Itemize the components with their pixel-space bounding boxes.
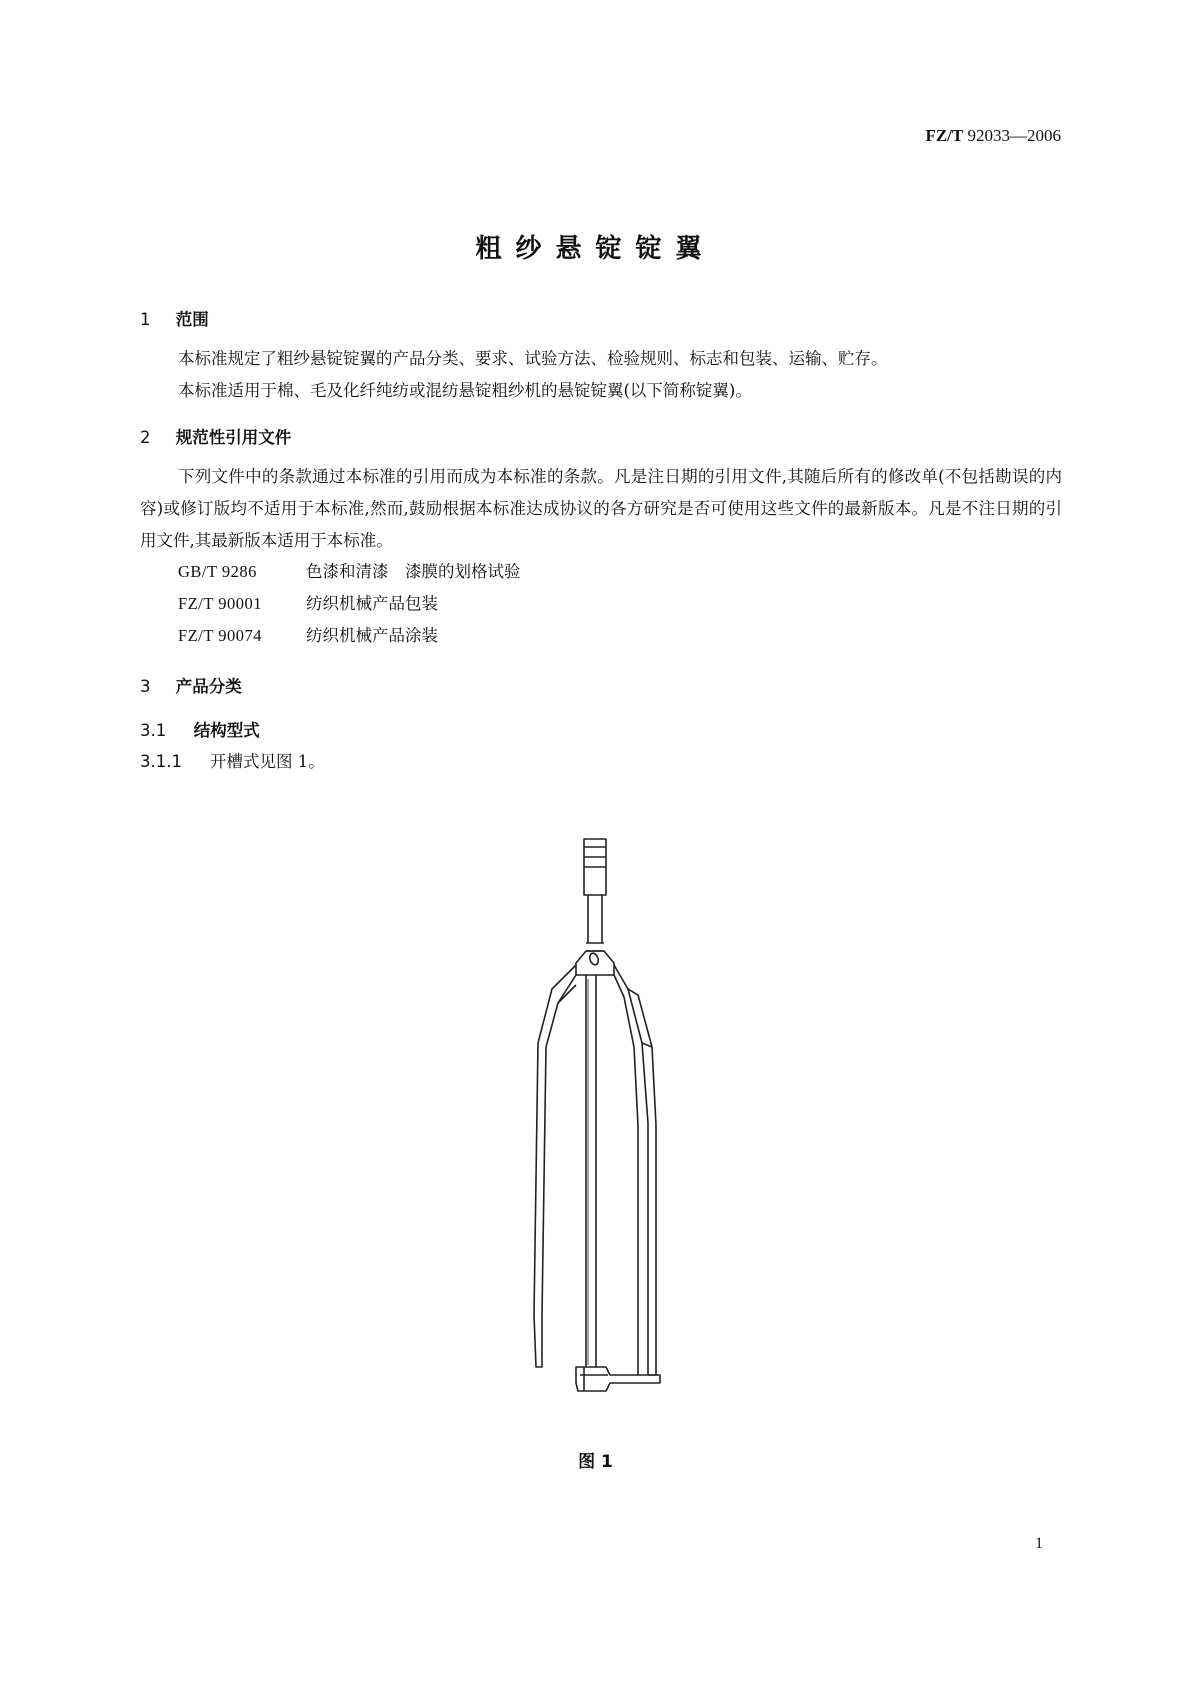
document-title: 粗纱悬锭锭翼: [475, 234, 716, 264]
reference-row: [178, 556, 521, 588]
page-number: 1: [1035, 1535, 1043, 1552]
reference-code: FZ/T 90001: [178, 594, 262, 613]
standard-code-number: 92033—2006: [967, 126, 1061, 145]
reference-row: [178, 588, 438, 620]
reference-row: [178, 620, 438, 652]
flyer-left-leg: [534, 965, 576, 1367]
section-1-para-1: 本标准规定了粗纱悬锭锭翼的产品分类、要求、试验方法、检验规则、标志和包装、运输、贮存。: [178, 349, 888, 368]
flyer-right-leg: [614, 965, 648, 1375]
section-3-heading: [140, 673, 242, 697]
section-2-title: 规范性引用文件: [175, 428, 292, 447]
section-2-number: 2: [140, 428, 151, 447]
flyer-drawing: [500, 835, 700, 1425]
section-1-para-2: 本标准适用于棉、毛及化纤纯纺或混纺悬锭粗纱机的悬锭锭翼(以下简称锭翼)。: [178, 381, 752, 400]
section-3-title: 产品分类: [175, 677, 242, 696]
clause-3-1-1: [140, 748, 325, 772]
subsection-3-1-number: 3.1: [140, 721, 167, 740]
clause-3-1-1-number: 3.1.1: [140, 752, 182, 771]
subsection-3-1-title: 结构型式: [193, 721, 260, 740]
section-3-number: 3: [140, 677, 151, 696]
section-2-heading: [140, 424, 291, 448]
figure-caption: 图 1: [578, 1452, 613, 1472]
section-1-title: 范围: [175, 310, 209, 329]
reference-title: 纺织机械产品包装: [306, 594, 438, 613]
section-1-heading: [140, 306, 209, 330]
flyer-hub-hole: [588, 952, 600, 966]
section-2-para: 下列文件中的条款通过本标准的引用而成为本标准的条款。凡是注日期的引用文件,其随后所有的修改单(不包括勘误的内容)或修订版均不适用于本标准,然而,鼓励根据本标准达成协议的各方研究是否可使用这些文件的最新版本。凡是不注日期的引用文件,其最新版本适用于本标准。: [140, 467, 1062, 550]
standard-code-prefix: FZ/T: [925, 126, 964, 145]
reference-title: 色漆和清漆 漆膜的划格试验: [306, 562, 521, 581]
standard-code: [925, 126, 1061, 146]
reference-code: GB/T 9286: [178, 562, 257, 581]
reference-title: 纺织机械产品涂装: [306, 626, 438, 645]
subsection-3-1-heading: [140, 717, 260, 741]
section-1-number: 1: [140, 310, 151, 329]
reference-code: FZ/T 90074: [178, 626, 262, 645]
clause-3-1-1-text: 开槽式见图 1。: [210, 752, 325, 771]
